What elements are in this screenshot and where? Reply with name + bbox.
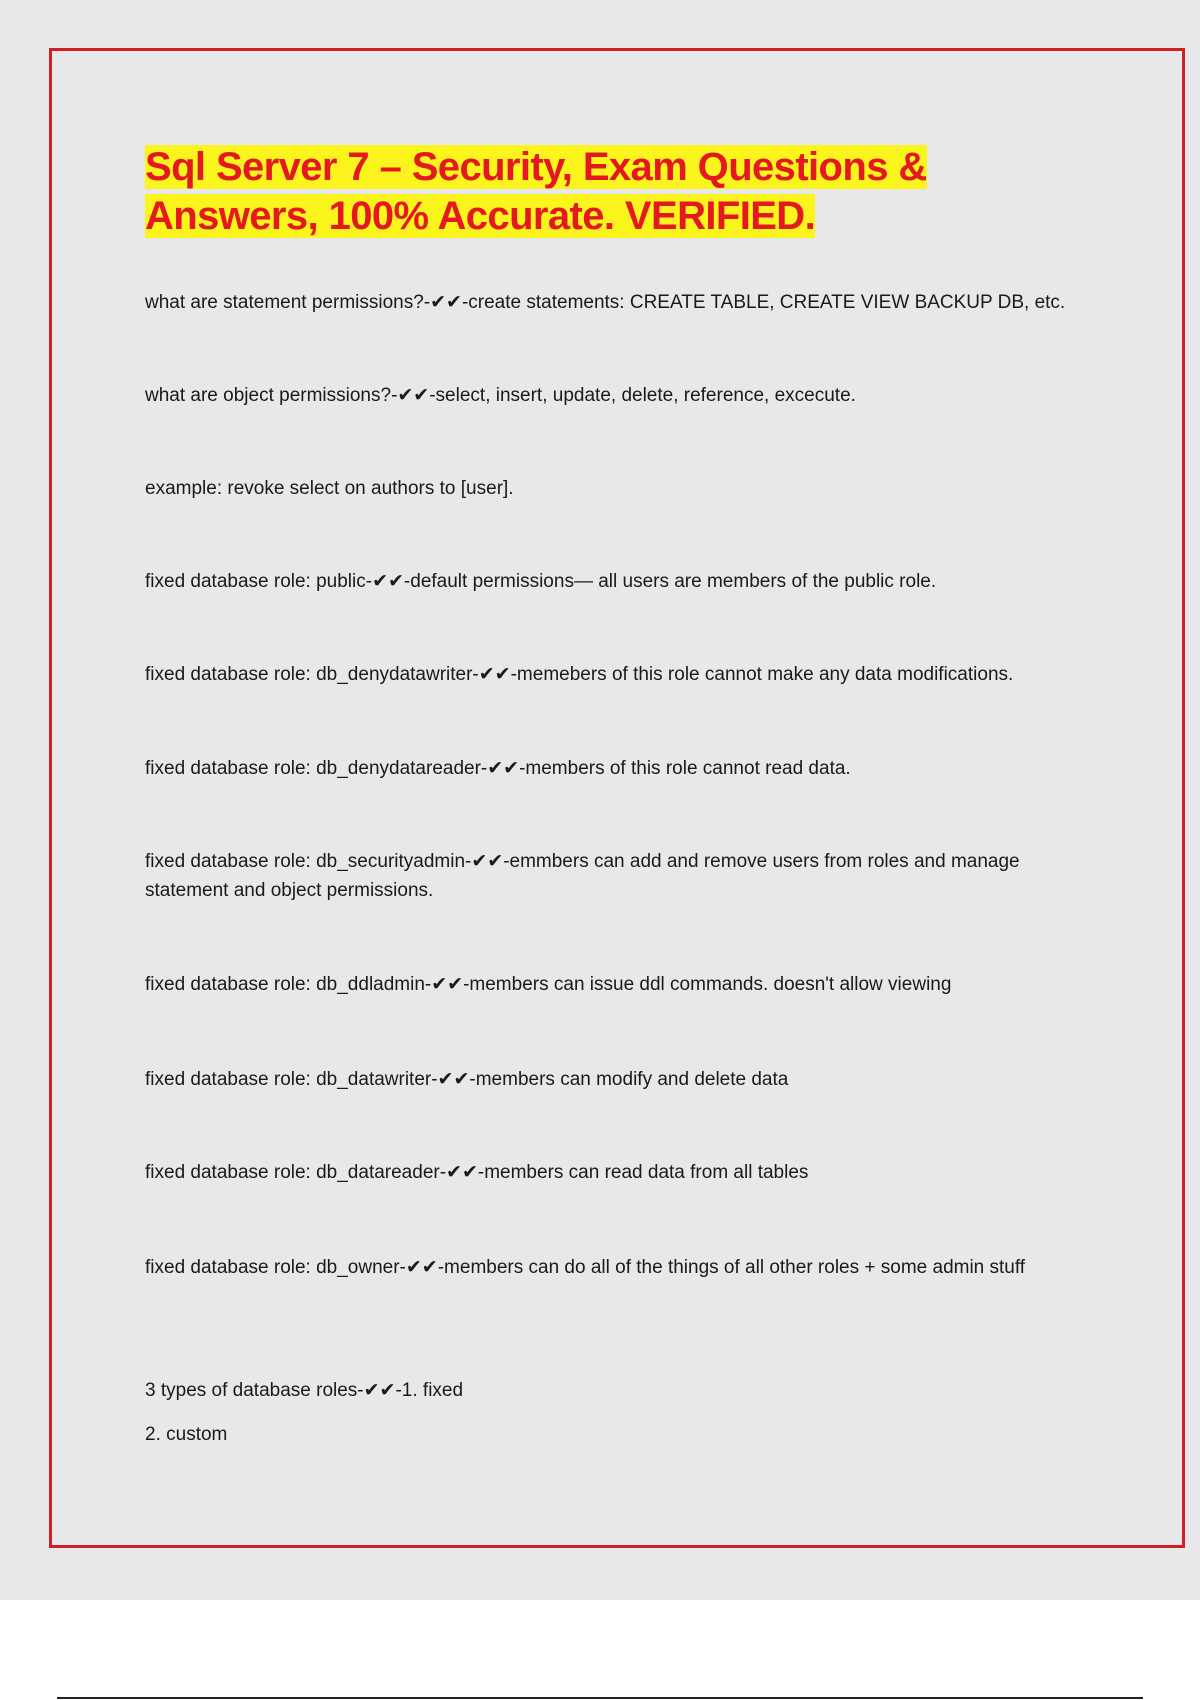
qa-entry-13: 2. custom (145, 1424, 228, 1445)
document-title (145, 143, 1045, 241)
document-border-frame (49, 48, 1185, 1548)
document-title-highlight: Sql Server 7 – Security, Exam Questions & Answers, 100% Accurate. VERIFIED. (145, 145, 927, 238)
qa-entry-2: what are object permissions?-✔✔-select, insert, update, delete, reference, excecute. (145, 385, 856, 406)
qa-entry-1: what are statement permissions?-✔✔-create statements: CREATE TABLE, CREATE VIEW BACKUP DB, etc. (145, 292, 1066, 313)
footer-divider (57, 1697, 1143, 1699)
qa-entry-8: fixed database role: db_ddladmin-✔✔-members can issue ddl commands. doesn't allow viewing (145, 974, 952, 995)
qa-entry-9: fixed database role: db_datawriter-✔✔-members can modify and delete data (145, 1069, 789, 1090)
qa-entry-12: 3 types of database roles-✔✔-1. fixed (145, 1380, 464, 1401)
qa-entry-10: fixed database role: db_datareader-✔✔-members can read data from all tables (145, 1162, 809, 1183)
qa-entry-6: fixed database role: db_denydatareader-✔✔-members of this role cannot read data. (145, 758, 851, 779)
qa-entry-3: example: revoke select on authors to [user]. (145, 478, 514, 499)
qa-entry-5: fixed database role: db_denydatawriter-✔✔-memebers of this role cannot make any data modifications. (145, 664, 1014, 685)
qa-entry-11: fixed database role: db_owner-✔✔-members can do all of the things of all other roles + some admin stuff (145, 1257, 1026, 1278)
qa-entry-4: fixed database role: public-✔✔-default permissions— all users are members of the public role. (145, 571, 937, 592)
qa-entry-7: fixed database role: db_securityadmin-✔✔-emmbers can add and remove users from roles and manage statement and object permissions. (145, 851, 1020, 901)
